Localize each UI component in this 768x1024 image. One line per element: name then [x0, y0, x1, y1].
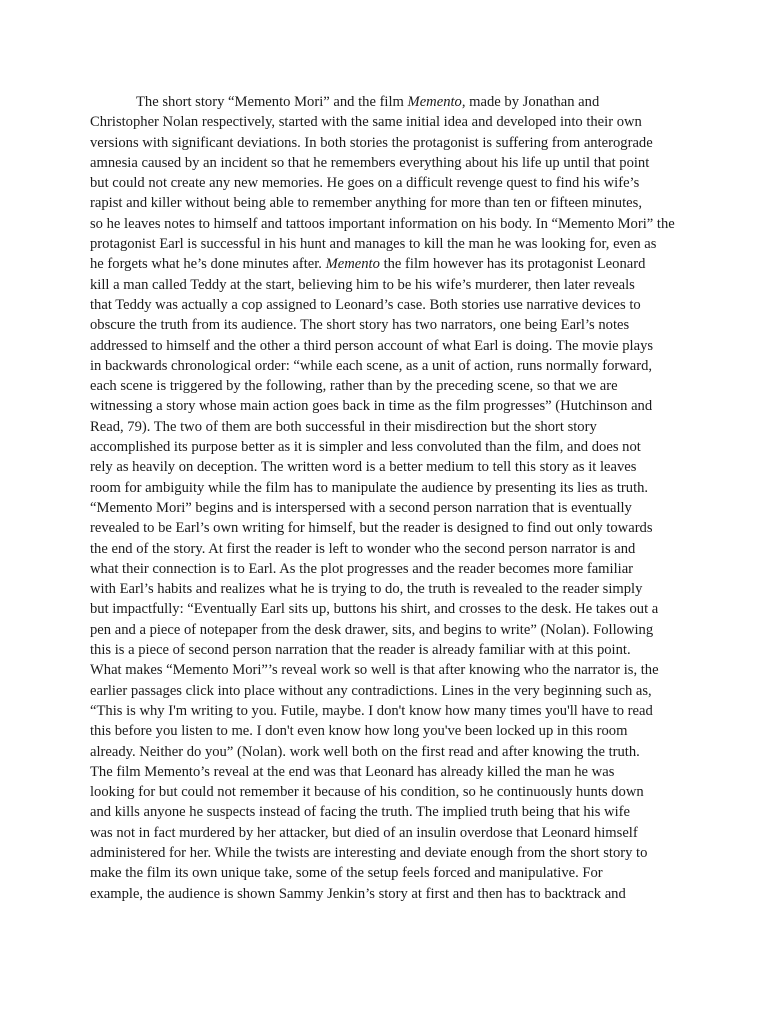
- text-line: [90, 660, 690, 680]
- text-line: [90, 275, 690, 295]
- text-segment: was not in fact murdered by her attacker, but died of an insulin overdose that Leonard himself: [90, 824, 638, 841]
- text-segment: accomplished its purpose better as it is simpler and less convoluted than the film, and does not: [90, 439, 641, 456]
- text-line: [90, 701, 690, 721]
- italic-title: Memento: [325, 256, 380, 273]
- text-line: [90, 843, 690, 863]
- text-segment: Read, 79). The two of them are both successful in their misdirection but the short story: [90, 418, 597, 435]
- text-line: [90, 762, 690, 782]
- text-line: [90, 336, 690, 356]
- text-line: [90, 295, 690, 315]
- text-segment: What makes “Memento Mori”’s reveal work so well is that after knowing who the narrator is, the: [90, 662, 659, 679]
- text-line: [90, 234, 690, 254]
- text-segment: “Memento Mori” begins and is interspersed with a second person narration that is eventually: [90, 499, 632, 516]
- text-segment: Christopher Nolan respectively, started with the same initial idea and developed into their own: [90, 114, 642, 131]
- text-segment: looking for but could not remember it because of his condition, so he continuously hunts down: [90, 784, 644, 801]
- text-line: [90, 478, 690, 498]
- text-line: [90, 315, 690, 335]
- text-segment: administered for her. While the twists are interesting and deviate enough from the short story to: [90, 844, 648, 861]
- text-segment: he forgets what he’s done minutes after.: [90, 256, 326, 273]
- text-segment: room for ambiguity while the film has to manipulate the audience by presenting its lies as truth.: [90, 479, 649, 496]
- text-line: [90, 173, 690, 193]
- text-line: [90, 437, 690, 457]
- text-line: [90, 356, 690, 376]
- text-segment: addressed to himself and the other a third person account of what Earl is doing. The movie plays: [90, 337, 654, 354]
- text-segment: this before you listen to me. I don't even know how long you've been locked up in this room: [90, 723, 628, 740]
- text-segment: and kills anyone he suspects instead of facing the truth. The implied truth being that his wife: [90, 804, 630, 821]
- text-line: [90, 193, 690, 213]
- text-line: [90, 863, 690, 883]
- text-line: [90, 153, 690, 173]
- text-segment: that Teddy was actually a cop assigned to Leonard’s case. Both stories use narrative devices to: [90, 296, 641, 313]
- text-segment: pen and a piece of notepaper from the desk drawer, sits, and begins to write” (Nolan). Following: [90, 621, 654, 638]
- text-segment: with Earl’s habits and realizes what he is trying to do, the truth is revealed to the reader simply: [90, 581, 643, 598]
- text-line: [90, 376, 690, 396]
- text-line: [90, 802, 690, 822]
- text-line: [90, 92, 690, 112]
- text-line: [90, 254, 690, 274]
- text-segment: The film Memento’s reveal at the end was that Leonard has already killed the man he was: [90, 763, 615, 780]
- text-segment: the end of the story. At first the reader is left to wonder who the second person narrator is and: [90, 540, 636, 557]
- text-segment: in backwards chronological order: “while each scene, as a unit of action, runs normally forward,: [90, 357, 653, 374]
- text-line: [90, 782, 690, 802]
- text-segment: example, the audience is shown Sammy Jenkin’s story at first and then has to backtrack and: [90, 885, 626, 902]
- text-line: [90, 620, 690, 640]
- text-line: [90, 681, 690, 701]
- essay-body-text: [90, 92, 690, 904]
- text-segment: but could not create any new memories. He goes on a difficult revenge quest to find his wife’s: [90, 175, 640, 192]
- text-segment: The short story “Memento Mori” and the film: [136, 94, 408, 110]
- text-segment: each scene is triggered by the following, rather than by the preceding scene, so that we are: [90, 378, 618, 395]
- text-line: [90, 884, 690, 904]
- text-line: [90, 112, 690, 132]
- text-line: [90, 457, 690, 477]
- text-segment: revealed to be Earl’s own writing for himself, but the reader is designed to find out only towards: [90, 520, 653, 537]
- text-segment: but impactfully: “Eventually Earl sits up, buttons his shirt, and crosses to the desk. He takes out a: [90, 601, 659, 618]
- text-line: [90, 640, 690, 660]
- text-segment: the film however has its protagonist Leonard: [379, 256, 646, 273]
- text-line: [90, 498, 690, 518]
- text-segment: protagonist Earl is successful in his hunt and manages to kill the man he was looking for, even as: [90, 236, 657, 253]
- text-segment: obscure the truth from its audience. The short story has two narrators, one being Earl’s notes: [90, 317, 630, 334]
- text-line: [90, 559, 690, 579]
- text-segment: rapist and killer without being able to remember anything for more than ten or fifteen minutes,: [90, 195, 642, 212]
- text-segment: rely as heavily on deception. The written word is a better medium to tell this story as it leaves: [90, 459, 637, 476]
- text-line: [90, 721, 690, 741]
- text-segment: already. Neither do you” (Nolan). work well both on the first read and after knowing the truth.: [90, 743, 640, 760]
- text-line: [90, 579, 690, 599]
- text-line: [90, 599, 690, 619]
- text-segment: make the film its own unique take, some of the setup feels forced and manipulative. For: [90, 865, 603, 882]
- text-segment: this is a piece of second person narration that the reader is already familiar with at this point.: [90, 642, 631, 659]
- text-segment: witnessing a story whose main action goes back in time as the film progresses” (Hutchinson and: [90, 398, 653, 415]
- text-segment: , made by Jonathan and: [461, 94, 600, 110]
- text-line: [90, 823, 690, 843]
- text-segment: so he leaves notes to himself and tattoos important information on his body. In “Memento Mori” the: [90, 215, 675, 232]
- text-line: [90, 133, 690, 153]
- text-line: [90, 396, 690, 416]
- text-segment: kill a man called Teddy at the start, believing him to be his wife’s murderer, then later reveals: [90, 276, 635, 293]
- text-segment: versions with significant deviations. In both stories the protagonist is suffering from anterograde: [90, 134, 653, 151]
- text-segment: amnesia caused by an incident so that he remembers everything about his life up until that point: [90, 154, 650, 171]
- text-segment: “This is why I'm writing to you. Futile, maybe. I don't know how many times you'll have to read: [90, 702, 653, 719]
- text-line: [90, 417, 690, 437]
- text-line: [90, 539, 690, 559]
- italic-title: Memento: [407, 94, 462, 110]
- text-line: [90, 518, 690, 538]
- text-line: [90, 214, 690, 234]
- text-segment: earlier passages click into place without any contradictions. Lines in the very beginning such as,: [90, 682, 652, 699]
- text-segment: what their connection is to Earl. As the plot progresses and the reader becomes more familiar: [90, 560, 634, 577]
- text-line: [90, 742, 690, 762]
